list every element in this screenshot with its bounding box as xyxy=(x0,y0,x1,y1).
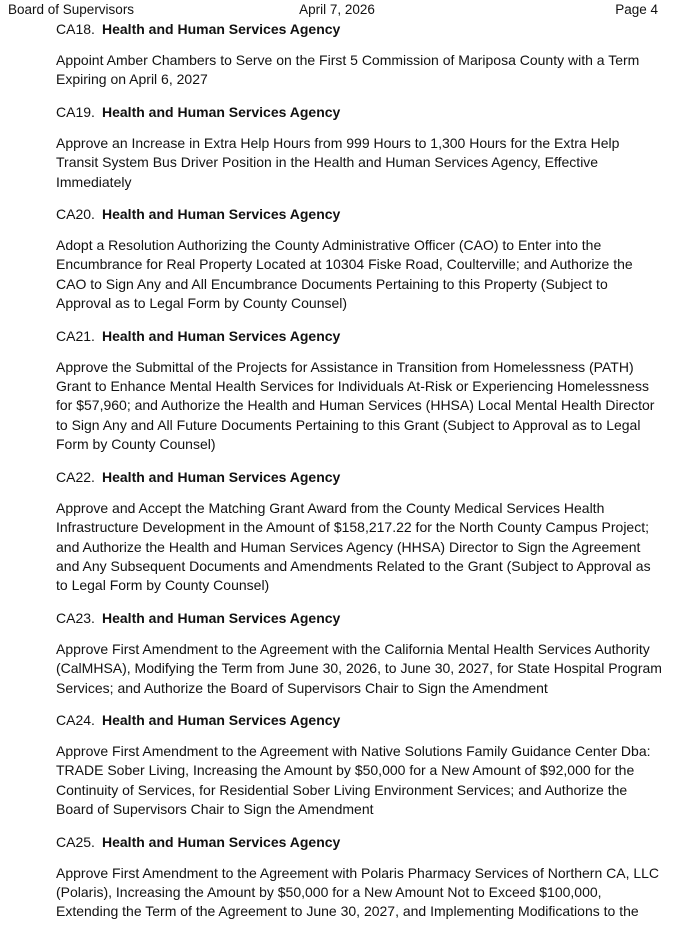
item-description: Approve First Amendment to the Agreement with Polaris Pharmacy Services of Northern CA, LLC (Polaris), Increasing the Amount by $50,000 for a New Amount Not to Exceed $100,000, Extending the Term of the Agreement to June 30, 2027, and Implementing Modifications to the xyxy=(56,864,660,920)
item-title xyxy=(56,609,662,628)
item-code: CA19. xyxy=(56,103,95,120)
agenda-item-ca24 xyxy=(56,711,662,820)
item-code: CA20. xyxy=(56,206,95,223)
agenda-item-ca22 xyxy=(56,468,662,596)
agenda-item-ca25 xyxy=(56,833,662,922)
item-title xyxy=(56,103,662,122)
item-description: Approve First Amendment to the Agreement with the California Mental Health Services Authority (CalMHSA), Modifying the Term from June 30, 2026, to June 30, 2027, for State Hospital Program Services; and Authorize the Board of Supervisors Chair to Sign the Amendment xyxy=(56,640,662,696)
item-description: Approve the Submittal of the Projects for Assistance in Transition from Homelessness (PATH) Grant to Enhance Mental Health Services for Individuals At-Risk or Experiencing Homelessness for $57,960; and Authorize the Health and Human Services (HHSA) Local Mental Health Director to Sign Any and All Future Documents Pertaining to this Grant (Subject to Approval as to Legal Form by County Counsel) xyxy=(56,358,655,453)
header-date: April 7, 2026 xyxy=(299,2,375,17)
item-description: Approve an Increase in Extra Help Hours from 999 Hours to 1,300 Hours for the Extra Help Transit System Bus Driver Position in the Health and Human Services Agency, Effective Immediately xyxy=(56,134,620,190)
item-agency: Health and Human Services Agency xyxy=(102,21,341,37)
header-board-name: Board of Supervisors xyxy=(8,2,135,17)
agenda-item-ca20 xyxy=(56,205,662,314)
item-code: CA21. xyxy=(56,327,95,344)
item-description: Appoint Amber Chambers to Serve on the First 5 Commission of Mariposa County with a Term Expiring on April 6, 2027 xyxy=(56,52,640,88)
item-title xyxy=(56,205,662,224)
item-agency: Health and Human Services Agency xyxy=(102,609,341,626)
item-code: CA24. xyxy=(56,711,95,728)
item-agency: Health and Human Services Agency xyxy=(102,833,341,850)
item-description: Approve First Amendment to the Agreement with Native Solutions Family Guidance Center Dba: TRADE Sober Living, Increasing the Amount by $50,000 for a New Amount of $92,000 for the Continuity of Services, for Residential Sober Living Environment Services; and Authorize the Board of Supervisors Chair to Sign the Amendment xyxy=(56,742,651,818)
header-page-number: Page 4 xyxy=(615,2,658,17)
item-title xyxy=(56,468,662,487)
item-code: CA23. xyxy=(56,609,95,626)
item-description: Approve and Accept the Matching Grant Award from the County Medical Services Health Infrastructure Development in the Amount of $158,217.22 for the North County Campus Project; and Authorize the Health and Human Services Agency (HHSA) Director to Sign the Agreement and Any Subsequent Documents and Amendments Related to the Grant (Subject to Approval as to Legal Form by County Counsel) xyxy=(56,499,651,594)
item-description: Adopt a Resolution Authorizing the County Administrative Officer (CAO) to Enter into the Encumbrance for Real Property Located at 10304 Fiske Road, Coulterville; and Authorize the CAO to Sign Any and All Encumbrance Documents Pertaining to this Property (Subject to Approval as to Legal Form by County Counsel) xyxy=(56,237,633,312)
item-code: CA25. xyxy=(56,833,95,850)
item-title xyxy=(56,327,662,346)
item-title xyxy=(56,20,662,39)
item-code: CA18. xyxy=(56,21,95,37)
agenda-item-ca18 xyxy=(56,20,662,90)
agenda-item-ca23 xyxy=(56,609,662,698)
item-code: CA22. xyxy=(56,468,95,485)
item-agency: Health and Human Services Agency xyxy=(102,327,341,344)
item-agency: Health and Human Services Agency xyxy=(102,206,341,223)
agenda-item-ca19 xyxy=(56,103,662,192)
item-title xyxy=(56,711,662,730)
agenda-items xyxy=(56,20,662,935)
item-agency: Health and Human Services Agency xyxy=(102,103,341,120)
page-header xyxy=(8,1,658,19)
item-title xyxy=(56,833,662,852)
item-agency: Health and Human Services Agency xyxy=(102,711,341,728)
agenda-item-ca21 xyxy=(56,327,662,455)
item-agency: Health and Human Services Agency xyxy=(102,468,341,485)
